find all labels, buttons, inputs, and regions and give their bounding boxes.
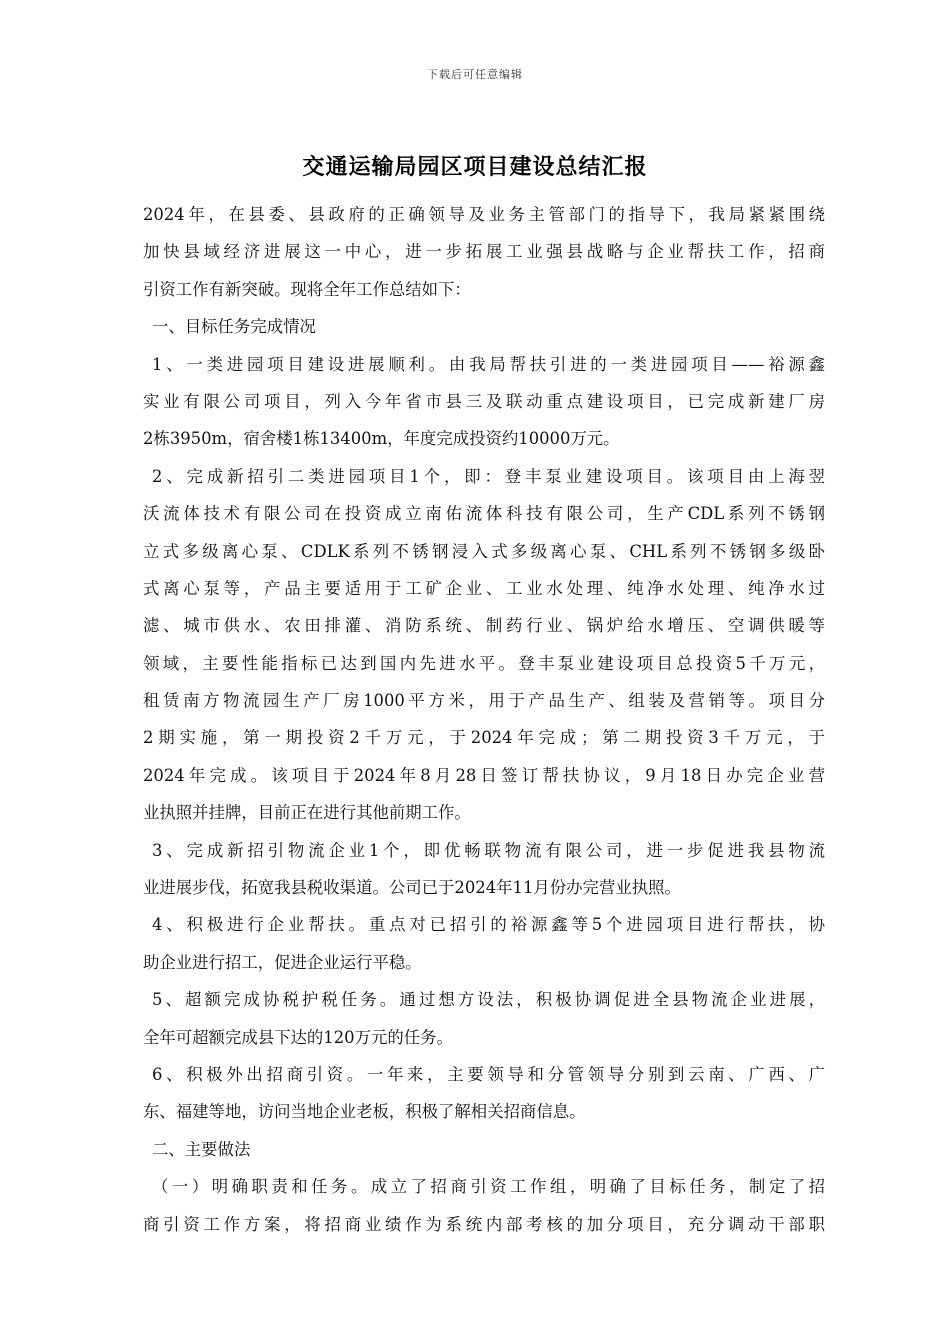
body-line: 引资工作有新突破。现将全年工作总结如下： [143, 279, 471, 299]
document-body [143, 196, 825, 1243]
body-line: 2024年，在县委、县政府的正确领导及业务主管部门的指导下，我局紧紧围绕 [143, 205, 825, 224]
body-line: 2栋3950m，宿舍楼1栋13400m，年度完成投资约10000万元。 [143, 429, 620, 449]
body-line: 二、主要做法 [152, 1139, 251, 1159]
body-line: 立式多级离心泵、CDLK系列不锈钢浸入式多级离心泵、CHL系列不锈钢多级卧 [143, 541, 825, 561]
body-line: 6、积极外出招商引资。一年来，主要领导和分管领导分别到云南、广西、广 [152, 1064, 825, 1084]
body-line: 业进展步伐，拓宽我县税收渠道。公司已于2024年11月份办完营业执照。 [143, 878, 681, 898]
header-note: 下载后可任意编辑 [427, 68, 523, 81]
body-line: 2、完成新招引二类进园项目1个，即：登丰泵业建设项目。该项目由上海翌 [152, 466, 825, 486]
body-line: 沃流体技术有限公司在投资成立南佑流体科技有限公司，生产CDL系列不锈钢 [143, 504, 825, 524]
body-line: （一）明确职责和任务。成立了招商引资工作组，明确了目标任务，制定了招 [152, 1177, 825, 1197]
body-line: 全年可超额完成县下达的120万元的任务。 [143, 1027, 453, 1047]
body-line: 1、一类进园项目建设进展顺利。由我局帮扶引进的一类进园项目——裕源鑫 [152, 354, 825, 374]
body-line: 租赁南方物流园生产厂房1000平方米，用于产品生产、组装及营销等。项目分 [143, 691, 825, 711]
body-line: 式离心泵等，产品主要适用于工矿企业、工业水处理、纯净水处理、纯净水过 [143, 578, 825, 598]
body-line: 业执照并挂牌，目前正在进行其他前期工作。 [143, 803, 471, 823]
body-line: 商引资工作方案，将招商业绩作为系统内部考核的加分项目，充分调动干部职 [143, 1214, 825, 1234]
body-line: 4、积极进行企业帮扶。重点对已招引的裕源鑫等5个进园项目进行帮扶，协 [152, 915, 825, 935]
body-line: 领域，主要性能指标已达到国内先进水平。登丰泵业建设项目总投资5千万元， [143, 653, 825, 673]
body-line: 2期实施，第一期投资2千万元，于2024年完成；第二期投资3千万元，于 [143, 728, 825, 748]
document-title: 交通运输局园区项目建设总结汇报 [302, 154, 648, 180]
body-line: 加快县域经济进展这一中心，进一步拓展工业强县战略与企业帮扶工作，招商 [143, 242, 825, 262]
body-line: 助企业进行招工，促进企业运行平稳。 [143, 952, 422, 972]
body-line: 5、超额完成协税护税任务。通过想方设法，积极协调促进全县物流企业进展， [152, 990, 825, 1010]
body-line: 实业有限公司项目，列入今年省市县三及联动重点建设项目，已完成新建厂房 [143, 391, 825, 411]
body-line: 2024年完成。该项目于2024年8月28日签订帮扶协议，9月18日办完企业营 [143, 765, 825, 785]
body-line: 一、目标任务完成情况 [152, 317, 316, 337]
body-line: 东、福建等地，访问当地企业老板，积极了解相关招商信息。 [143, 1102, 586, 1122]
body-line: 滤、城市供水、农田排灌、消防系统、制药行业、锅炉给水增压、空调供暖等 [143, 616, 825, 636]
body-line: 3、完成新招引物流企业1个，即优畅联物流有限公司，进一步促进我县物流 [152, 840, 825, 860]
